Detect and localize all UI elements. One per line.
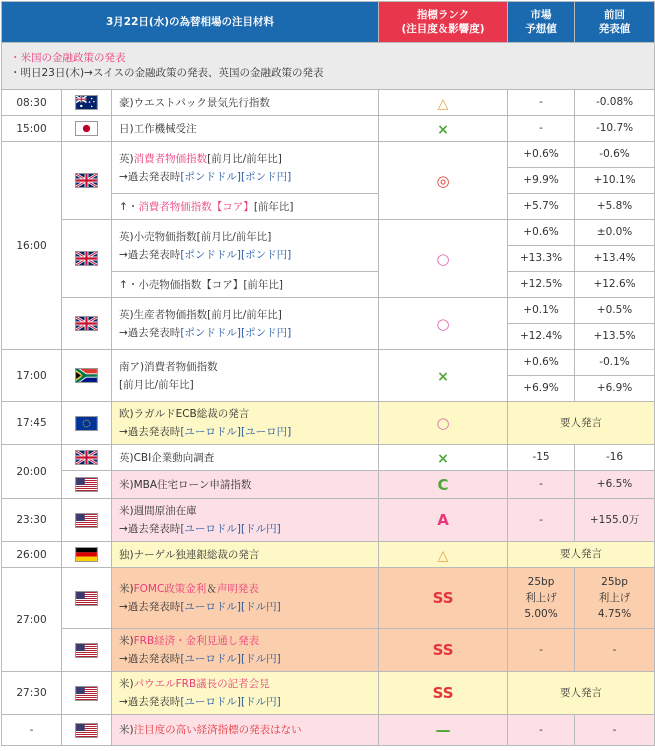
rank-c-badge: C (437, 475, 449, 494)
rank-cell (379, 672, 508, 715)
rank-cell (379, 471, 508, 499)
forecast-value: - (508, 499, 575, 542)
rank-cell (379, 220, 508, 298)
flag-cell (62, 350, 112, 402)
forecast-value: - (508, 629, 575, 672)
speech-label: 要人発言 (508, 542, 655, 568)
circle-rank-icon: ○ (436, 414, 450, 432)
flag-cell (62, 568, 112, 629)
forecast-value: +0.1% (508, 298, 575, 324)
double-circle-rank-icon: ◎ (436, 171, 450, 190)
speech-label: 要人発言 (508, 672, 655, 715)
rank-cell (379, 445, 508, 471)
forecast-value: +9.9% (508, 168, 575, 194)
previous-value: +10.1% (575, 168, 655, 194)
indicator-name: 日)工作機械受注 (112, 116, 379, 142)
japan-flag-icon (75, 121, 98, 136)
rank-ss-badge: SS (432, 641, 454, 659)
indicator-name: 米)MBA住宅ローン申請指数 (112, 471, 379, 499)
rank-cell (379, 142, 508, 220)
flag-cell (62, 90, 112, 116)
forecast-value: +13.3% (508, 246, 575, 272)
previous-value: +155.0万 (575, 499, 655, 542)
flag-cell (62, 672, 112, 715)
pound-yen-link[interactable]: [ポンド円] (241, 326, 292, 339)
flag-cell (62, 116, 112, 142)
dollar-yen-link[interactable]: [ドル円] (241, 523, 281, 535)
eu-flag-icon (75, 416, 98, 431)
table-row (2, 629, 655, 672)
rank-cell (379, 298, 508, 350)
time-cell: 26:00 (2, 542, 62, 568)
indicator-name: 英)CBI企業動向調査 (112, 445, 379, 471)
indicator-name: ↑・消費者物価指数【コア】[前年比] (112, 194, 379, 220)
indicator-name: ↑・小売物価指数【コア】[前年比] (112, 272, 379, 298)
triangle-rank-icon: △ (437, 95, 449, 112)
us-flag-icon (75, 513, 98, 528)
previous-value: -10.7% (575, 116, 655, 142)
pound-dollar-link[interactable]: [ポンドドル] (180, 170, 242, 183)
forecast-value: - (508, 715, 575, 746)
notice-line-2: ・明日23日(木)→スイスの金融政策の発表、英国の金融政策の発表 (10, 67, 324, 79)
previous-value: - (575, 629, 655, 672)
forecast-value: +0.6% (508, 350, 575, 376)
previous-value: +13.5% (575, 324, 655, 350)
previous-value: +13.4% (575, 246, 655, 272)
table-row (2, 471, 655, 499)
table-row (2, 542, 655, 568)
rank-cell (379, 116, 508, 142)
speech-label: 要人発言 (508, 402, 655, 445)
germany-flag-icon (75, 547, 98, 562)
cross-rank-icon: × (437, 450, 449, 467)
time-cell: 23:30 (2, 499, 62, 542)
flag-cell (62, 499, 112, 542)
euro-yen-link[interactable]: [ユーロ円] (241, 426, 292, 438)
forecast-header: 市場 予想値 (508, 2, 575, 43)
time-cell: 08:30 (2, 90, 62, 116)
euro-dollar-link[interactable]: [ユーロドル] (180, 653, 242, 665)
uk-flag-icon (75, 173, 98, 188)
euro-dollar-link[interactable]: [ユーロドル] (180, 523, 242, 535)
time-cell: 16:00 (2, 142, 62, 350)
cross-rank-icon: × (437, 121, 449, 138)
notice-line-1: ・米国の金融政策の発表 (10, 52, 126, 64)
us-flag-icon (75, 591, 98, 606)
forecast-value: -15 (508, 445, 575, 471)
indicator-name: 米)週間原油在庫 →過去発表時[ユーロドル][ドル円] (112, 499, 379, 542)
rank-cell (379, 350, 508, 402)
euro-dollar-link[interactable]: [ユーロドル] (180, 426, 242, 438)
rank-cell (379, 90, 508, 116)
previous-value: +6.5% (575, 471, 655, 499)
forecast-value: - (508, 116, 575, 142)
forecast-value: +5.7% (508, 194, 575, 220)
table-row (2, 142, 655, 168)
triangle-rank-icon: △ (437, 547, 449, 564)
rank-cell (379, 568, 508, 629)
south-africa-flag-icon (75, 368, 98, 383)
australia-flag-icon (75, 95, 98, 110)
forecast-value: +6.9% (508, 376, 575, 402)
table-title: 3月22日(水)の為替相場の注目材料 (2, 2, 379, 43)
rank-header: 指標ランク (注目度＆影響度) (379, 2, 508, 43)
uk-flag-icon (75, 251, 98, 266)
dollar-yen-link[interactable]: [ドル円] (241, 653, 281, 665)
cross-rank-icon: × (437, 368, 449, 385)
euro-dollar-link[interactable]: [ユーロドル] (180, 601, 242, 613)
table-row (2, 499, 655, 542)
pound-yen-link[interactable]: [ポンド円] (241, 248, 292, 261)
flag-cell (62, 471, 112, 499)
previous-value: -0.1% (575, 350, 655, 376)
flag-cell (62, 142, 112, 220)
previous-value: +12.6% (575, 272, 655, 298)
time-cell: - (2, 715, 62, 746)
euro-dollar-link[interactable]: [ユーロドル] (180, 696, 242, 708)
indicator-name: 米)パウエルFRB議長の記者会見 →過去発表時[ユーロドル][ドル円] (112, 672, 379, 715)
forecast-value: 25bp 利上げ 5.00% (508, 568, 575, 629)
circle-rank-icon: ○ (436, 314, 450, 333)
forecast-value: - (508, 90, 575, 116)
flag-cell (62, 542, 112, 568)
indicator-name: 英)生産者物価指数[前月比/前年比] →過去発表時[ポンドドル][ポンド円] (112, 298, 379, 350)
pound-dollar-link[interactable]: [ポンドドル] (180, 326, 242, 339)
previous-value: +5.8% (575, 194, 655, 220)
us-flag-icon (75, 477, 98, 492)
time-cell: 27:00 (2, 568, 62, 672)
previous-value: -0.6% (575, 142, 655, 168)
forecast-value: +12.5% (508, 272, 575, 298)
indicator-name: 独)ナーゲル独連銀総裁の発言 (112, 542, 379, 568)
table-row (2, 298, 655, 324)
previous-value: 25bp 利上げ 4.75% (575, 568, 655, 629)
rank-cell (379, 499, 508, 542)
forecast-value: +12.4% (508, 324, 575, 350)
rank-cell (379, 402, 508, 445)
indicator-name: 南ア)消費者物価指数 [前月比/前年比] (112, 350, 379, 402)
flag-cell (62, 220, 112, 298)
rank-ss-badge: SS (432, 589, 454, 607)
previous-header: 前回 発表値 (575, 2, 655, 43)
us-flag-icon (75, 723, 98, 738)
uk-flag-icon (75, 316, 98, 331)
indicator-name: 欧)ラガルドECB総裁の発言 →過去発表時[ユーロドル][ユーロ円] (112, 402, 379, 445)
previous-value: +6.9% (575, 376, 655, 402)
dash-rank-icon: — (435, 721, 451, 739)
table-row (2, 350, 655, 376)
table-row (2, 116, 655, 142)
flag-cell (62, 445, 112, 471)
indicator-name: 英)消費者物価指数[前月比/前年比] →過去発表時[ポンドドル][ポンド円] (112, 142, 379, 194)
indicator-name: 米)注目度の高い経済指標の発表はない (112, 715, 379, 746)
table-row (2, 672, 655, 715)
previous-value: +0.5% (575, 298, 655, 324)
flag-cell (62, 402, 112, 445)
dollar-yen-link[interactable]: [ドル円] (241, 696, 281, 708)
indicator-name: 豪)ウエストパック景気先行指数 (112, 90, 379, 116)
indicator-name: 米)FRB経済・金利見通し発表 →過去発表時[ユーロドル][ドル円] (112, 629, 379, 672)
time-cell: 17:45 (2, 402, 62, 445)
notice-row (2, 43, 655, 90)
table-row (2, 715, 655, 746)
table-row (2, 568, 655, 629)
time-cell: 17:00 (2, 350, 62, 402)
time-cell: 20:00 (2, 445, 62, 499)
table-row (2, 445, 655, 471)
us-flag-icon (75, 643, 98, 658)
previous-value: - (575, 715, 655, 746)
circle-rank-icon: ○ (436, 249, 450, 268)
time-cell: 15:00 (2, 116, 62, 142)
indicator-name: 米)FOMC政策金利＆声明発表 →過去発表時[ユーロドル][ドル円] (112, 568, 379, 629)
economic-calendar-table (1, 1, 655, 746)
table-header (2, 2, 655, 43)
previous-value: -0.08% (575, 90, 655, 116)
forecast-value: +0.6% (508, 220, 575, 246)
rank-cell (379, 715, 508, 746)
pound-yen-link[interactable]: [ポンド円] (241, 170, 292, 183)
rank-cell (379, 629, 508, 672)
forecast-value: - (508, 471, 575, 499)
previous-value: ±0.0% (575, 220, 655, 246)
dollar-yen-link[interactable]: [ドル円] (241, 601, 281, 613)
time-cell: 27:30 (2, 672, 62, 715)
uk-flag-icon (75, 450, 98, 465)
rank-cell (379, 542, 508, 568)
forecast-value: +0.6% (508, 142, 575, 168)
rank-a-badge: A (437, 511, 449, 529)
rank-ss-badge: SS (432, 684, 454, 702)
table-row (2, 402, 655, 445)
table-row (2, 220, 655, 246)
pound-dollar-link[interactable]: [ポンドドル] (180, 248, 242, 261)
previous-value: -16 (575, 445, 655, 471)
notice-box (2, 43, 655, 90)
table-row (2, 90, 655, 116)
us-flag-icon (75, 686, 98, 701)
flag-cell (62, 298, 112, 350)
flag-cell (62, 629, 112, 672)
indicator-name: 英)小売物価指数[前月比/前年比] →過去発表時[ポンドドル][ポンド円] (112, 220, 379, 272)
flag-cell (62, 715, 112, 746)
